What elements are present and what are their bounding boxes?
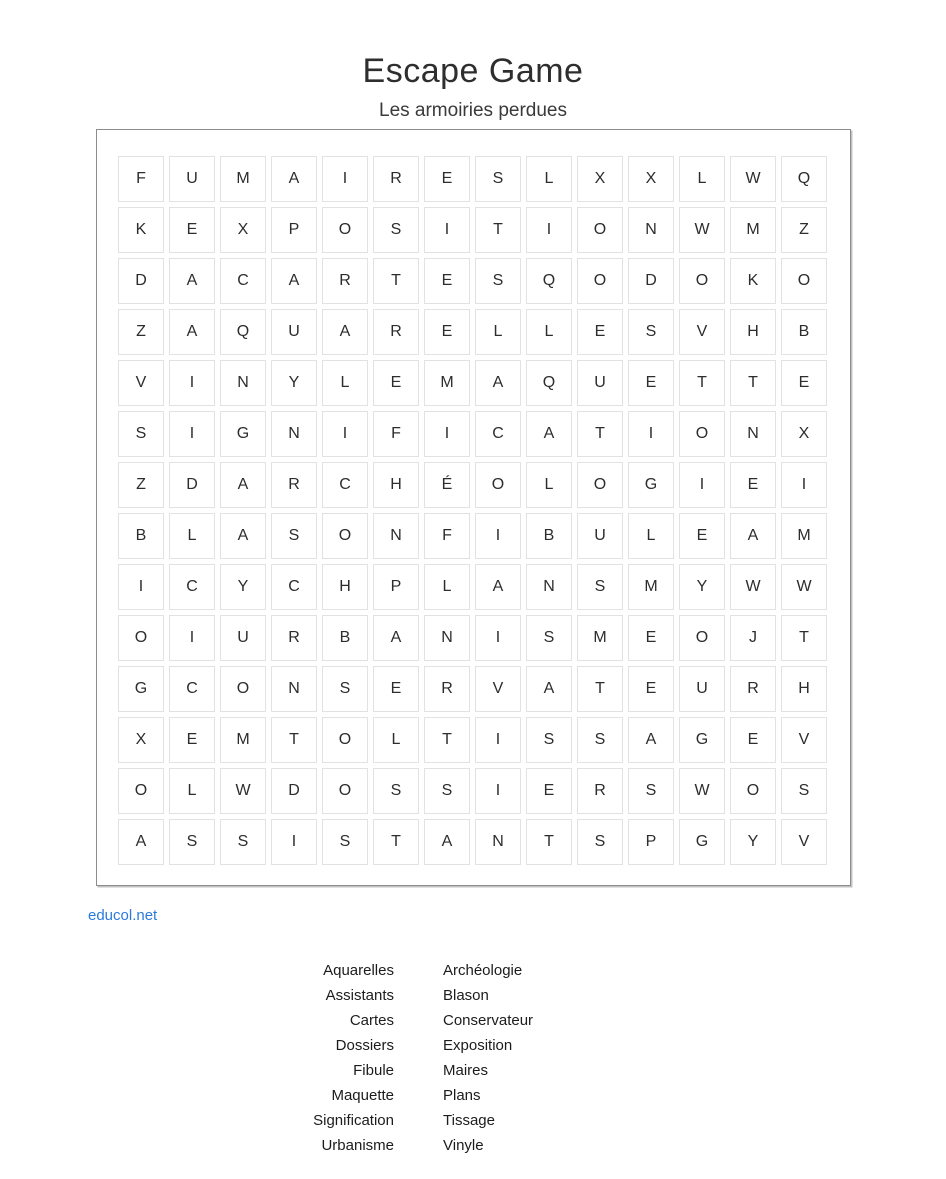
word-list-row: [234, 987, 663, 1012]
word-item: Dossiers: [335, 1037, 394, 1054]
grid-cell-r10c8[interactable]: I: [475, 615, 521, 661]
word-list-row: [234, 1112, 663, 1137]
word-item: Urbanisme: [321, 1137, 394, 1154]
grid-cell-r9c6[interactable]: P: [373, 564, 419, 610]
grid-cell-r8c6[interactable]: N: [373, 513, 419, 559]
grid-cell-r3c2[interactable]: A: [169, 258, 215, 304]
grid-cell-r12c10[interactable]: S: [577, 717, 623, 763]
grid-cell-r3c12[interactable]: O: [679, 258, 725, 304]
grid-cell-r12c7[interactable]: T: [424, 717, 470, 763]
word-item: Conservateur: [443, 1012, 534, 1029]
grid-cell-r14c3[interactable]: S: [220, 819, 266, 865]
grid-cell-r6c4[interactable]: N: [271, 411, 317, 457]
grid-cell-r8c2[interactable]: L: [169, 513, 215, 559]
word-list-row: [234, 1137, 663, 1162]
grid-cell-r14c1[interactable]: A: [118, 819, 164, 865]
grid-cell-r11c5[interactable]: S: [322, 666, 368, 712]
grid-cell-r5c3[interactable]: N: [220, 360, 266, 406]
grid-cell-r12c6[interactable]: L: [373, 717, 419, 763]
grid-cell-r9c14[interactable]: W: [781, 564, 827, 610]
grid-cell-r1c2[interactable]: U: [169, 156, 215, 202]
grid-cell-r5c14[interactable]: E: [781, 360, 827, 406]
grid-cell-r6c5[interactable]: I: [322, 411, 368, 457]
word-list-row: [234, 1087, 663, 1112]
grid-cell-r9c13[interactable]: W: [730, 564, 776, 610]
grid-cell-r1c6[interactable]: R: [373, 156, 419, 202]
grid-cell-r14c4[interactable]: I: [271, 819, 317, 865]
word-list: [234, 962, 663, 1162]
word-item: Fibule: [353, 1062, 394, 1079]
grid-cell-r1c10[interactable]: X: [577, 156, 623, 202]
word-list-row: [234, 1012, 663, 1037]
grid-cell-r6c13[interactable]: N: [730, 411, 776, 457]
grid-cell-r7c3[interactable]: A: [220, 462, 266, 508]
grid-cell-r6c12[interactable]: O: [679, 411, 725, 457]
grid-cell-r4c6[interactable]: R: [373, 309, 419, 355]
grid-cell-r9c4[interactable]: C: [271, 564, 317, 610]
grid-cell-r13c11[interactable]: S: [628, 768, 674, 814]
word-list-row: [234, 1037, 663, 1062]
grid-cell-r2c2[interactable]: E: [169, 207, 215, 253]
word-item: Aquarelles: [323, 962, 394, 979]
grid-cell-r2c9[interactable]: I: [526, 207, 572, 253]
grid-cell-r1c9[interactable]: L: [526, 156, 572, 202]
word-list-row: [234, 962, 663, 987]
grid-cell-r12c8[interactable]: I: [475, 717, 521, 763]
grid-cell-r3c9[interactable]: Q: [526, 258, 572, 304]
grid-cell-r9c9[interactable]: N: [526, 564, 572, 610]
word-item: Maquette: [331, 1087, 394, 1104]
grid-cell-r10c12[interactable]: O: [679, 615, 725, 661]
grid-cell-r13c9[interactable]: E: [526, 768, 572, 814]
grid-cell-r4c2[interactable]: A: [169, 309, 215, 355]
grid-cell-r12c9[interactable]: S: [526, 717, 572, 763]
grid-cell-r7c11[interactable]: G: [628, 462, 674, 508]
puzzle-box: [96, 129, 851, 886]
grid-cell-r1c8[interactable]: S: [475, 156, 521, 202]
grid-cell-r6c3[interactable]: G: [220, 411, 266, 457]
grid-cell-r2c12[interactable]: W: [679, 207, 725, 253]
grid-cell-r3c1[interactable]: D: [118, 258, 164, 304]
word-item: Plans: [443, 1087, 481, 1104]
grid-cell-r11c7[interactable]: R: [424, 666, 470, 712]
grid-cell-r3c5[interactable]: R: [322, 258, 368, 304]
credit-link[interactable]: educol.net: [88, 907, 158, 924]
grid-cell-r3c7[interactable]: E: [424, 258, 470, 304]
grid-cell-r6c1[interactable]: S: [118, 411, 164, 457]
grid-cell-r2c10[interactable]: O: [577, 207, 623, 253]
grid-cell-r13c3[interactable]: W: [220, 768, 266, 814]
grid-cell-r11c9[interactable]: A: [526, 666, 572, 712]
word-item: Signification: [313, 1112, 394, 1129]
grid-cell-r13c1[interactable]: O: [118, 768, 164, 814]
grid-cell-r2c1[interactable]: K: [118, 207, 164, 253]
grid-cell-r4c1[interactable]: Z: [118, 309, 164, 355]
grid-cell-r2c7[interactable]: I: [424, 207, 470, 253]
grid-cell-r7c2[interactable]: D: [169, 462, 215, 508]
letter-grid: [118, 156, 827, 865]
word-list-row: [234, 1062, 663, 1087]
grid-cell-r8c8[interactable]: I: [475, 513, 521, 559]
grid-cell-r5c12[interactable]: T: [679, 360, 725, 406]
grid-cell-r3c11[interactable]: D: [628, 258, 674, 304]
grid-cell-r6c14[interactable]: X: [781, 411, 827, 457]
grid-cell-r7c8[interactable]: O: [475, 462, 521, 508]
grid-cell-r12c11[interactable]: A: [628, 717, 674, 763]
grid-cell-r11c14[interactable]: H: [781, 666, 827, 712]
grid-cell-r12c13[interactable]: E: [730, 717, 776, 763]
grid-cell-r4c12[interactable]: V: [679, 309, 725, 355]
grid-cell-r11c12[interactable]: U: [679, 666, 725, 712]
page-subtitle: Les armoiries perdues: [379, 100, 567, 121]
grid-cell-r11c10[interactable]: T: [577, 666, 623, 712]
grid-cell-r11c11[interactable]: E: [628, 666, 674, 712]
grid-cell-r10c13[interactable]: J: [730, 615, 776, 661]
grid-cell-r11c1[interactable]: G: [118, 666, 164, 712]
grid-cell-r13c2[interactable]: L: [169, 768, 215, 814]
grid-cell-r8c9[interactable]: B: [526, 513, 572, 559]
grid-cell-r11c3[interactable]: O: [220, 666, 266, 712]
word-item: Blason: [443, 987, 489, 1004]
grid-cell-r2c11[interactable]: N: [628, 207, 674, 253]
grid-cell-r9c10[interactable]: S: [577, 564, 623, 610]
grid-cell-r3c14[interactable]: O: [781, 258, 827, 304]
word-item: Maires: [443, 1062, 489, 1079]
word-item: Exposition: [443, 1037, 513, 1054]
grid-cell-r7c5[interactable]: C: [322, 462, 368, 508]
grid-cell-r11c6[interactable]: E: [373, 666, 419, 712]
grid-cell-r9c3[interactable]: Y: [220, 564, 266, 610]
grid-cell-r14c8[interactable]: N: [475, 819, 521, 865]
grid-cell-r1c3[interactable]: M: [220, 156, 266, 202]
grid-cell-r13c13[interactable]: O: [730, 768, 776, 814]
grid-cell-r4c3[interactable]: Q: [220, 309, 266, 355]
grid-cell-r13c6[interactable]: S: [373, 768, 419, 814]
grid-cell-r1c7[interactable]: E: [424, 156, 470, 202]
word-item: Tissage: [443, 1112, 495, 1129]
grid-cell-r12c12[interactable]: G: [679, 717, 725, 763]
grid-cell-r10c2[interactable]: I: [169, 615, 215, 661]
grid-cell-r10c4[interactable]: R: [271, 615, 317, 661]
grid-cell-r4c8[interactable]: L: [475, 309, 521, 355]
grid-cell-r4c14[interactable]: B: [781, 309, 827, 355]
grid-cell-r6c9[interactable]: A: [526, 411, 572, 457]
grid-cell-r14c6[interactable]: T: [373, 819, 419, 865]
grid-cell-r2c5[interactable]: O: [322, 207, 368, 253]
grid-cell-r5c8[interactable]: A: [475, 360, 521, 406]
grid-cell-r7c13[interactable]: E: [730, 462, 776, 508]
grid-cell-r8c5[interactable]: O: [322, 513, 368, 559]
grid-cell-r4c7[interactable]: E: [424, 309, 470, 355]
grid-cell-r13c7[interactable]: S: [424, 768, 470, 814]
grid-cell-r12c5[interactable]: O: [322, 717, 368, 763]
grid-cell-r6c8[interactable]: C: [475, 411, 521, 457]
grid-cell-r8c10[interactable]: U: [577, 513, 623, 559]
grid-cell-r9c7[interactable]: L: [424, 564, 470, 610]
grid-cell-r3c3[interactable]: C: [220, 258, 266, 304]
grid-cell-r4c5[interactable]: A: [322, 309, 368, 355]
grid-cell-r1c14[interactable]: Q: [781, 156, 827, 202]
grid-cell-r10c14[interactable]: T: [781, 615, 827, 661]
grid-cell-r9c8[interactable]: A: [475, 564, 521, 610]
grid-cell-r11c2[interactable]: C: [169, 666, 215, 712]
grid-cell-r3c10[interactable]: O: [577, 258, 623, 304]
grid-cell-r1c4[interactable]: A: [271, 156, 317, 202]
grid-cell-r14c10[interactable]: S: [577, 819, 623, 865]
grid-cell-r7c14[interactable]: I: [781, 462, 827, 508]
grid-cell-r2c14[interactable]: Z: [781, 207, 827, 253]
grid-cell-r5c13[interactable]: T: [730, 360, 776, 406]
grid-cell-r5c1[interactable]: V: [118, 360, 164, 406]
grid-cell-r10c6[interactable]: A: [373, 615, 419, 661]
grid-cell-r2c8[interactable]: T: [475, 207, 521, 253]
grid-cell-r14c14[interactable]: V: [781, 819, 827, 865]
grid-cell-r14c7[interactable]: A: [424, 819, 470, 865]
grid-cell-r7c6[interactable]: H: [373, 462, 419, 508]
grid-cell-r9c2[interactable]: C: [169, 564, 215, 610]
grid-cell-r6c11[interactable]: I: [628, 411, 674, 457]
grid-cell-r2c3[interactable]: X: [220, 207, 266, 253]
grid-cell-r13c12[interactable]: W: [679, 768, 725, 814]
grid-cell-r10c11[interactable]: E: [628, 615, 674, 661]
grid-cell-r8c14[interactable]: M: [781, 513, 827, 559]
grid-cell-r4c13[interactable]: H: [730, 309, 776, 355]
grid-cell-r4c9[interactable]: L: [526, 309, 572, 355]
grid-cell-r9c1[interactable]: I: [118, 564, 164, 610]
grid-cell-r7c1[interactable]: Z: [118, 462, 164, 508]
grid-cell-r13c4[interactable]: D: [271, 768, 317, 814]
grid-cell-r11c4[interactable]: N: [271, 666, 317, 712]
grid-cell-r8c11[interactable]: L: [628, 513, 674, 559]
grid-cell-r8c4[interactable]: S: [271, 513, 317, 559]
grid-cell-r7c10[interactable]: O: [577, 462, 623, 508]
grid-cell-r1c11[interactable]: X: [628, 156, 674, 202]
grid-cell-r13c5[interactable]: O: [322, 768, 368, 814]
grid-cell-r4c4[interactable]: U: [271, 309, 317, 355]
grid-cell-r11c13[interactable]: R: [730, 666, 776, 712]
grid-cell-r5c11[interactable]: E: [628, 360, 674, 406]
grid-cell-r8c12[interactable]: E: [679, 513, 725, 559]
grid-cell-r10c1[interactable]: O: [118, 615, 164, 661]
grid-cell-r3c8[interactable]: S: [475, 258, 521, 304]
grid-cell-r12c14[interactable]: V: [781, 717, 827, 763]
grid-cell-r1c12[interactable]: L: [679, 156, 725, 202]
grid-cell-r9c12[interactable]: Y: [679, 564, 725, 610]
grid-cell-r6c6[interactable]: F: [373, 411, 419, 457]
grid-cell-r3c4[interactable]: A: [271, 258, 317, 304]
grid-cell-r7c9[interactable]: L: [526, 462, 572, 508]
grid-cell-r3c13[interactable]: K: [730, 258, 776, 304]
grid-cell-r14c11[interactable]: P: [628, 819, 674, 865]
grid-cell-r1c1[interactable]: F: [118, 156, 164, 202]
grid-cell-r14c9[interactable]: T: [526, 819, 572, 865]
grid-cell-r5c7[interactable]: M: [424, 360, 470, 406]
grid-cell-r5c4[interactable]: Y: [271, 360, 317, 406]
grid-cell-r2c6[interactable]: S: [373, 207, 419, 253]
grid-cell-r3c6[interactable]: T: [373, 258, 419, 304]
grid-cell-r13c8[interactable]: I: [475, 768, 521, 814]
word-item: Archéologie: [443, 962, 523, 979]
grid-cell-r8c1[interactable]: B: [118, 513, 164, 559]
page-title: Escape Game: [362, 52, 584, 90]
grid-cell-r6c7[interactable]: I: [424, 411, 470, 457]
grid-cell-r5c6[interactable]: E: [373, 360, 419, 406]
grid-cell-r12c3[interactable]: M: [220, 717, 266, 763]
grid-cell-r9c11[interactable]: M: [628, 564, 674, 610]
grid-cell-r10c9[interactable]: S: [526, 615, 572, 661]
grid-cell-r8c13[interactable]: A: [730, 513, 776, 559]
word-item: Cartes: [349, 1012, 394, 1029]
grid-cell-r14c5[interactable]: S: [322, 819, 368, 865]
grid-cell-r12c4[interactable]: T: [271, 717, 317, 763]
grid-cell-r14c2[interactable]: S: [169, 819, 215, 865]
grid-cell-r4c10[interactable]: E: [577, 309, 623, 355]
grid-cell-r8c7[interactable]: F: [424, 513, 470, 559]
grid-cell-r5c5[interactable]: L: [322, 360, 368, 406]
grid-cell-r4c11[interactable]: S: [628, 309, 674, 355]
grid-cell-r10c5[interactable]: B: [322, 615, 368, 661]
grid-cell-r1c13[interactable]: W: [730, 156, 776, 202]
grid-cell-r14c12[interactable]: G: [679, 819, 725, 865]
grid-cell-r2c13[interactable]: M: [730, 207, 776, 253]
grid-cell-r6c2[interactable]: I: [169, 411, 215, 457]
grid-cell-r7c12[interactable]: I: [679, 462, 725, 508]
grid-cell-r7c7[interactable]: É: [424, 462, 470, 508]
grid-cell-r1c5[interactable]: I: [322, 156, 368, 202]
word-item: Assistants: [325, 987, 394, 1004]
grid-cell-r2c4[interactable]: P: [271, 207, 317, 253]
grid-cell-r10c7[interactable]: N: [424, 615, 470, 661]
grid-cell-r10c3[interactable]: U: [220, 615, 266, 661]
grid-cell-r11c8[interactable]: V: [475, 666, 521, 712]
grid-cell-r14c13[interactable]: Y: [730, 819, 776, 865]
grid-cell-r5c10[interactable]: U: [577, 360, 623, 406]
grid-cell-r5c9[interactable]: Q: [526, 360, 572, 406]
grid-cell-r12c1[interactable]: X: [118, 717, 164, 763]
word-item: Vinyle: [443, 1137, 484, 1154]
grid-cell-r12c2[interactable]: E: [169, 717, 215, 763]
grid-cell-r6c10[interactable]: T: [577, 411, 623, 457]
grid-cell-r9c5[interactable]: H: [322, 564, 368, 610]
grid-cell-r8c3[interactable]: A: [220, 513, 266, 559]
grid-cell-r5c2[interactable]: I: [169, 360, 215, 406]
grid-cell-r13c10[interactable]: R: [577, 768, 623, 814]
grid-cell-r7c4[interactable]: R: [271, 462, 317, 508]
grid-cell-r10c10[interactable]: M: [577, 615, 623, 661]
grid-cell-r13c14[interactable]: S: [781, 768, 827, 814]
